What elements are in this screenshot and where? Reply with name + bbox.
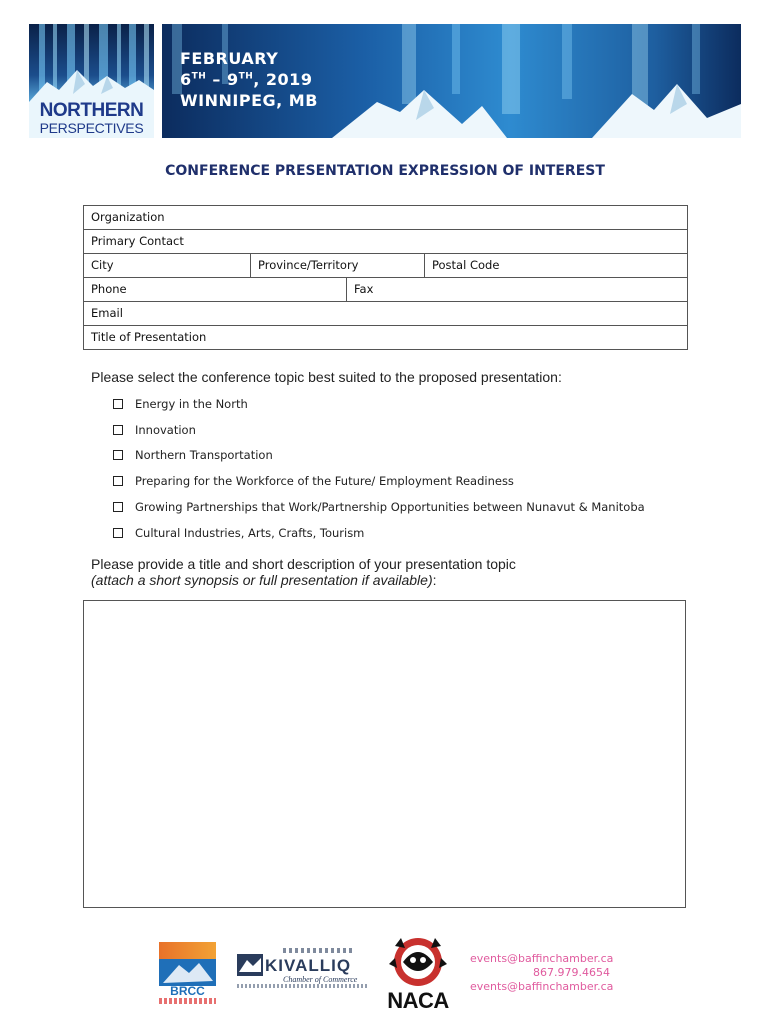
contact-email-link[interactable]: events@baffinchamber.ca — [470, 952, 614, 965]
event-date-text — [180, 48, 318, 111]
topic-option-transportation[interactable] — [113, 446, 273, 464]
table-row — [84, 206, 687, 230]
northern-perspectives-logo — [29, 24, 154, 138]
topic-label: Cultural Industries, Arts, Crafts, Tourism — [135, 526, 365, 540]
checkbox[interactable] — [113, 450, 123, 460]
brcc-logo — [159, 942, 216, 1004]
table-row — [84, 254, 687, 278]
description-textarea[interactable] — [83, 600, 686, 908]
event-days: 6TH – 9TH, 2019 — [180, 70, 313, 89]
city-field[interactable]: City — [91, 258, 114, 272]
contact-phone: 867.979.4654 — [533, 966, 610, 979]
table-row — [84, 230, 687, 254]
table-row — [84, 302, 687, 326]
kivalliq-subtitle: Chamber of Commerce — [283, 975, 358, 984]
topic-option-energy[interactable] — [113, 395, 248, 413]
checkbox[interactable] — [113, 528, 123, 538]
description-prompt: Please provide a title and short description of your presentation topic (attach a short synopsis or full presentation if available): — [91, 556, 516, 588]
checkbox[interactable] — [113, 502, 123, 512]
topic-option-innovation[interactable] — [113, 421, 196, 439]
presentation-title-field[interactable]: Title of Presentation — [91, 330, 207, 344]
table-row — [84, 326, 687, 349]
contact-email-link[interactable]: events@baffinchamber.ca — [470, 980, 614, 993]
topic-option-workforce[interactable] — [113, 472, 514, 490]
topic-label: Innovation — [135, 423, 196, 437]
description-prompt-line2: (attach a short synopsis or full presentation if available) — [91, 572, 433, 588]
kivalliq-logo — [235, 950, 369, 994]
topic-label: Preparing for the Workforce of the Future/ Employment Readiness — [135, 474, 514, 488]
province-field[interactable]: Province/Territory — [250, 254, 424, 277]
description-prompt-line1: Please provide a title and short description of your presentation topic — [91, 556, 516, 572]
email-field[interactable]: Email — [91, 306, 123, 320]
topic-label: Growing Partnerships that Work/Partnership Opportunities between Nunavut & Manitoba — [135, 500, 645, 514]
header-banner — [29, 24, 741, 138]
table-row — [84, 278, 687, 302]
fax-field[interactable]: Fax — [346, 278, 687, 301]
event-location: WINNIPEG, MB — [180, 91, 318, 110]
event-date-panel — [162, 24, 741, 138]
brcc-logo-text: BRCC — [170, 984, 205, 998]
contact-info — [470, 952, 614, 994]
postal-code-field[interactable]: Postal Code — [424, 254, 687, 277]
naca-logo-text: NACA — [387, 988, 449, 1013]
checkbox[interactable] — [113, 476, 123, 486]
phone-field[interactable]: Phone — [91, 282, 127, 296]
organization-field[interactable]: Organization — [91, 210, 165, 224]
logo-title: NORTHERN — [39, 100, 144, 121]
checkbox[interactable] — [113, 425, 123, 435]
page-title: CONFERENCE PRESENTATION EXPRESSION OF INTEREST — [165, 163, 605, 179]
naca-logo — [385, 934, 451, 1012]
kivalliq-emblem-icon — [237, 954, 263, 976]
topic-option-partnerships[interactable] — [113, 498, 645, 516]
naca-emblem-icon — [385, 934, 451, 990]
topics-prompt: Please select the conference topic best suited to the proposed presentation: — [91, 369, 562, 385]
kivalliq-logo-text: KIVALLIQ — [265, 956, 352, 975]
topic-option-cultural[interactable] — [113, 524, 364, 542]
logo-subtitle: PERSPECTIVES — [39, 120, 144, 136]
checkbox[interactable] — [113, 399, 123, 409]
topic-label: Energy in the North — [135, 397, 248, 411]
event-month: FEBRUARY — [180, 49, 279, 68]
primary-contact-field[interactable]: Primary Contact — [91, 234, 184, 248]
contact-info-table — [83, 205, 688, 350]
topic-label: Northern Transportation — [135, 448, 273, 462]
